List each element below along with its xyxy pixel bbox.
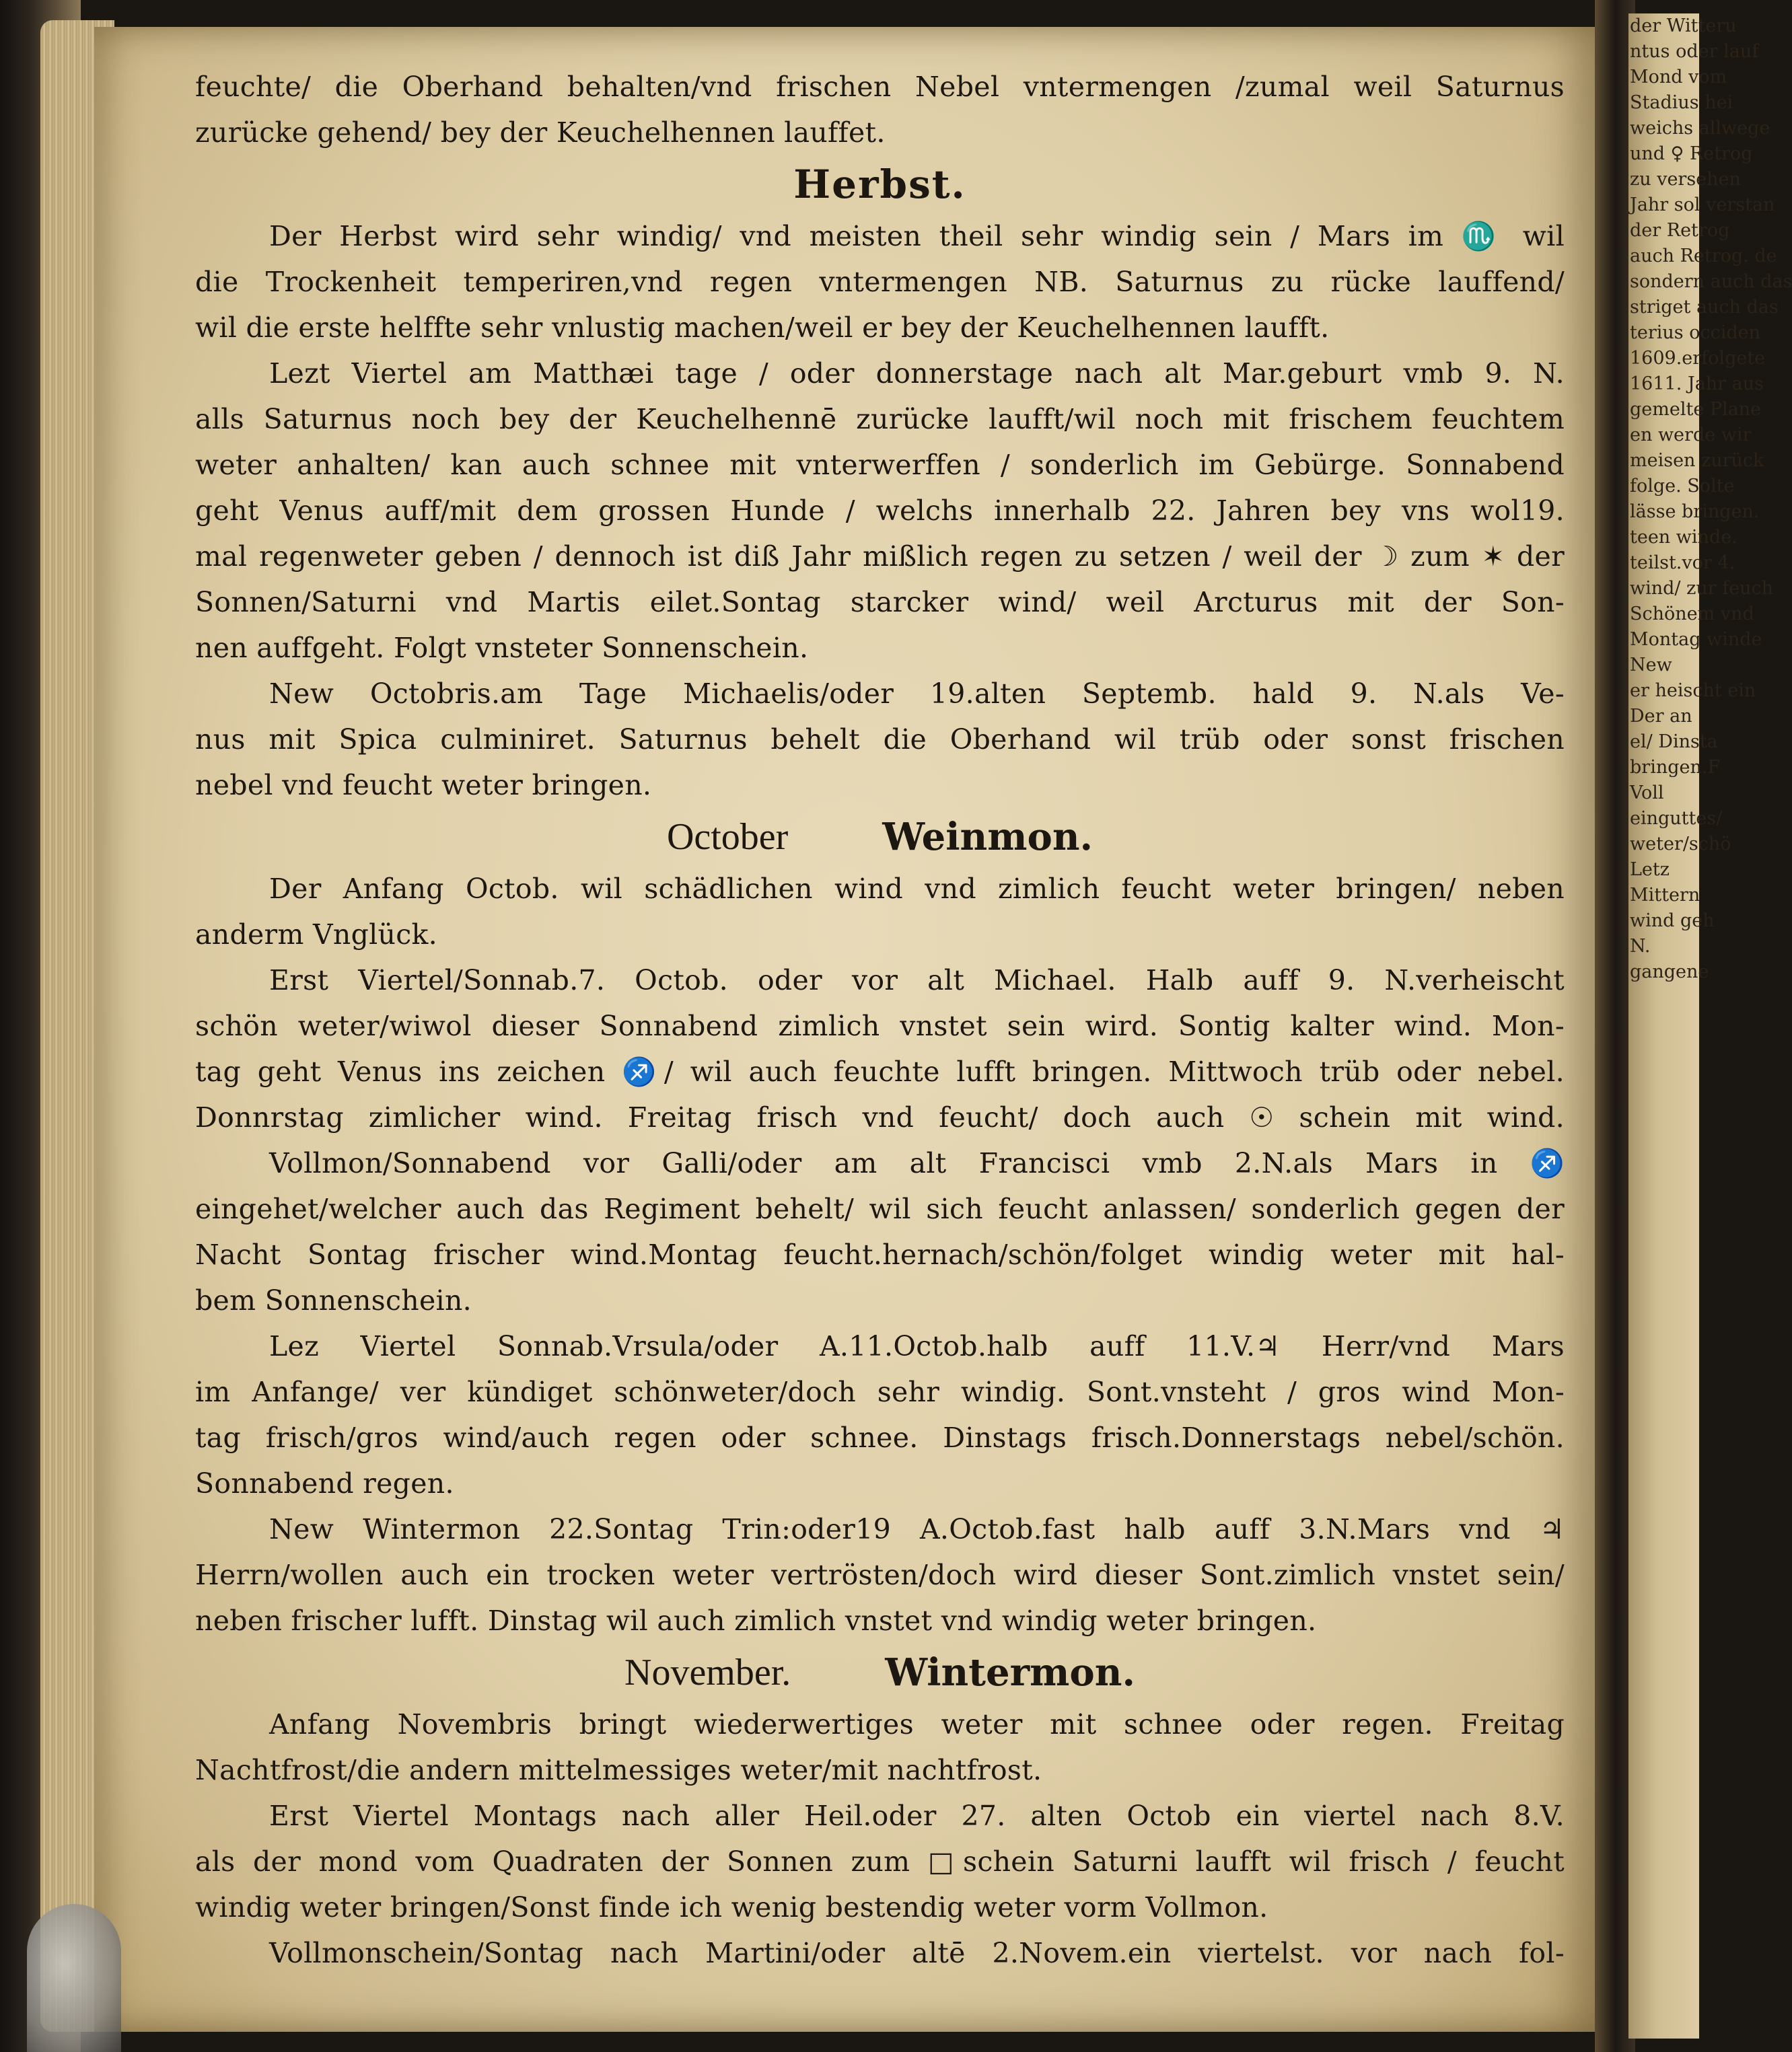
next-page-fragment: el/ Dinsta <box>1630 731 1718 752</box>
next-page-fragment: Mittern <box>1630 885 1700 906</box>
next-page-fragment: teen winde. <box>1630 527 1737 548</box>
next-page-fragment: Schönem vnd <box>1630 603 1754 624</box>
text-line: tag frisch/gros wind/auch regen oder schnee. Dinstags frisch.Donnerstags nebel/schön. <box>195 1422 1565 1454</box>
next-page-fragment: Montag winde <box>1630 629 1762 650</box>
next-page-fragment: Jahr sol verstan <box>1630 194 1775 215</box>
text-line: wil die erste helffte sehr vnlustig machen/weil er bey der Keuchelhennen laufft. <box>195 312 1330 344</box>
next-page-fragment: sondern auch das <box>1630 271 1792 292</box>
next-page-fragment: New <box>1630 655 1672 675</box>
next-page-fragment: N. <box>1630 936 1651 957</box>
next-page-fragment: Der an <box>1630 706 1692 727</box>
text-line: New Octobris.am Tage Michaelis/oder 19.alten Septemb. hald 9. N.als Ve- <box>269 677 1565 710</box>
next-page-fragment: Letz <box>1630 859 1670 880</box>
month-heading-latin: November. <box>624 1652 791 1693</box>
text-line: geht Venus auff/mit dem grossen Hunde / welchs innerhalb 22. Jahren bey vns wol19. <box>195 494 1565 527</box>
month-heading-latin: October <box>666 816 789 858</box>
next-page-fragment: folge. Solte <box>1630 476 1735 497</box>
next-page-fragment: einguttes/ <box>1630 808 1723 829</box>
text-line: anderm Vnglück. <box>195 918 437 951</box>
month-heading-german: Wintermon. <box>885 1650 1135 1695</box>
next-page-fragment: zu versehen <box>1630 169 1741 190</box>
section-heading: Herbst. <box>793 161 966 207</box>
thumb-shadow <box>27 1904 121 2052</box>
text-line: zurücke gehend/ bey der Keuchelhennen lauffet. <box>195 116 886 149</box>
text-line: Anfang Novembris bringt wiederwertiges weter mit schnee oder regen. Freitag <box>269 1708 1565 1740</box>
next-page-fragment: en werde wir <box>1630 425 1752 445</box>
next-page-fragment: Stadius hei <box>1630 92 1733 113</box>
text-line: Vollmonschein/Sontag nach Martini/oder altē 2.Novem.ein viertelst. vor nach fol- <box>269 1937 1565 1969</box>
text-line: nus mit Spica culminiret. Saturnus behelt die Oberhand wil trüb oder sonst frischen <box>195 723 1565 756</box>
text-line: nen auffgeht. Folgt vnsteter Sonnenschein. <box>195 632 809 664</box>
text-line: Erst Viertel/Sonnab.7. Octob. oder vor alt Michael. Halb auff 9. N.verheischt <box>269 964 1565 996</box>
text-line: nebel vnd feucht weter bringen. <box>195 769 652 801</box>
text-line: Herrn/wollen auch ein trocken weter vertrösten/doch wird dieser Sont.zimlich vnstet sein/ <box>195 1559 1565 1591</box>
text-line: Nacht Sontag frischer wind.Montag feucht.hernach/schön/folget windig weter mit hal- <box>195 1239 1565 1271</box>
next-page-fragment: weichs allwege <box>1630 118 1770 139</box>
text-line: tag geht Venus ins zeichen ♐/ wil auch feuchte lufft bringen. Mittwoch trüb oder nebel. <box>195 1056 1565 1088</box>
next-page-fragment: meisen zurück <box>1630 450 1764 471</box>
text-line: Der Anfang Octob. wil schädlichen wind vnd zimlich feucht weter bringen/ neben <box>269 873 1565 905</box>
month-heading <box>195 1644 1565 1701</box>
next-page-fragment: Voll <box>1630 782 1664 803</box>
text-line: die Trockenheit temperiren,vnd regen vntermengen NB. Saturnus zu rücke lauffend/ <box>195 266 1565 298</box>
next-page-fragment: terius occiden <box>1630 322 1760 343</box>
next-page-fragment: ntus oder lauf <box>1630 41 1759 62</box>
next-page-fragment: striget auch das <box>1630 297 1779 318</box>
next-page-fragment: auch Retrog. de <box>1630 246 1777 266</box>
text-line: als der mond vom Quadraten der Sonnen zum □schein Saturni laufft wil frisch / feucht <box>195 1845 1565 1878</box>
text-line: alls Saturnus noch bey der Keuchelhennē zurücke laufft/wil noch mit frischem feuchtem <box>195 403 1565 435</box>
next-page-fragment: Mond vom <box>1630 67 1727 87</box>
next-page-fragment: 1609.erfolgete <box>1630 348 1766 369</box>
next-page-edge <box>1628 13 1792 2039</box>
next-page-fragment: lässe bringen. <box>1630 501 1760 522</box>
text-line: New Wintermon 22.Sontag Trin:oder19 A.Octob.fast halb auff 3.N.Mars vnd ♃ <box>269 1513 1565 1545</box>
text-line: neben frischer lufft. Dinstag wil auch zimlich vnstet vnd windig weter bringen. <box>195 1605 1317 1637</box>
text-line: feuchte/ die Oberhand behalten/vnd frischen Nebel vntermengen /zumal weil Saturnus <box>195 71 1565 103</box>
next-page-fragment: bringen.F <box>1630 757 1721 778</box>
next-page-fragment: 1611. Jahr aus <box>1630 373 1764 394</box>
month-heading <box>195 808 1565 866</box>
text-line: im Anfange/ ver kündiget schönweter/doch sehr windig. Sont.vnsteht / gros wind Mon- <box>195 1376 1565 1408</box>
text-line: Sonnen/Saturni vnd Martis eilet.Sontag starcker wind/ weil Arcturus mit der Son- <box>195 586 1565 618</box>
page-text <box>195 64 1565 1976</box>
next-page-fragment: gangene <box>1630 961 1709 982</box>
next-page-fragment: weter/schö <box>1630 834 1731 854</box>
next-page-fragment: er heischt ein <box>1630 680 1756 701</box>
text-line: Der Herbst wird sehr windig/ vnd meisten theil sehr windig sein / Mars im ♏ wil <box>269 220 1565 252</box>
month-heading-german: Weinmon. <box>882 815 1094 859</box>
text-line: windig weter bringen/Sonst finde ich wenig bestendig weter vorm Vollmon. <box>195 1891 1268 1923</box>
text-line: eingehet/welcher auch das Regiment behelt/ wil sich feucht anlassen/ sonderlich gegen der <box>195 1193 1565 1225</box>
text-line: bem Sonnenschein. <box>195 1284 472 1317</box>
next-page-fragment: der Retrog <box>1630 220 1730 241</box>
text-line: Donnrstag zimlicher wind. Freitag frisch vnd feucht/ doch auch ☉ schein mit wind. <box>195 1101 1565 1134</box>
next-page-fragment: wind geh <box>1630 910 1715 931</box>
next-page-fragment: wind/ zur feuch <box>1630 578 1774 599</box>
text-line: schön weter/wiwol dieser Sonnabend zimlich vnstet sein wird. Sontig kalter wind. Mon- <box>195 1010 1565 1042</box>
text-line: mal regenweter geben / dennoch ist diß Jahr mißlich regen zu setzen / weil der ☽ zum ✶ der <box>195 540 1565 573</box>
next-page-fragment: und ♀ Retrog <box>1630 143 1753 164</box>
next-page-fragment: teilst.vor 4. <box>1630 552 1735 573</box>
text-line: weter anhalten/ kan auch schnee mit vnterwerffen / sonderlich im Gebürge. Sonnabend <box>195 449 1565 481</box>
text-line: Nachtfrost/die andern mittelmessiges weter/mit nachtfrost. <box>195 1754 1042 1786</box>
text-line: Erst Viertel Montags nach aller Heil.oder 27. alten Octob ein viertel nach 8.V. <box>269 1800 1565 1832</box>
next-page-fragment: der Witteru <box>1630 15 1737 36</box>
text-line: Lez Viertel Sonnab.Vrsula/oder A.11.Octob.halb auff 11.V.♃ Herr/vnd Mars <box>269 1330 1565 1362</box>
text-line: Vollmon/Sonnabend vor Galli/oder am alt Francisci vmb 2.N.als Mars in ♐ <box>269 1147 1565 1179</box>
next-page-fragment: gemelte Plane <box>1630 399 1762 420</box>
text-line: Lezt Viertel am Matthæi tage / oder donnerstage nach alt Mar.geburt vmb 9. N. <box>269 357 1565 390</box>
text-line: Sonnabend regen. <box>195 1467 454 1500</box>
